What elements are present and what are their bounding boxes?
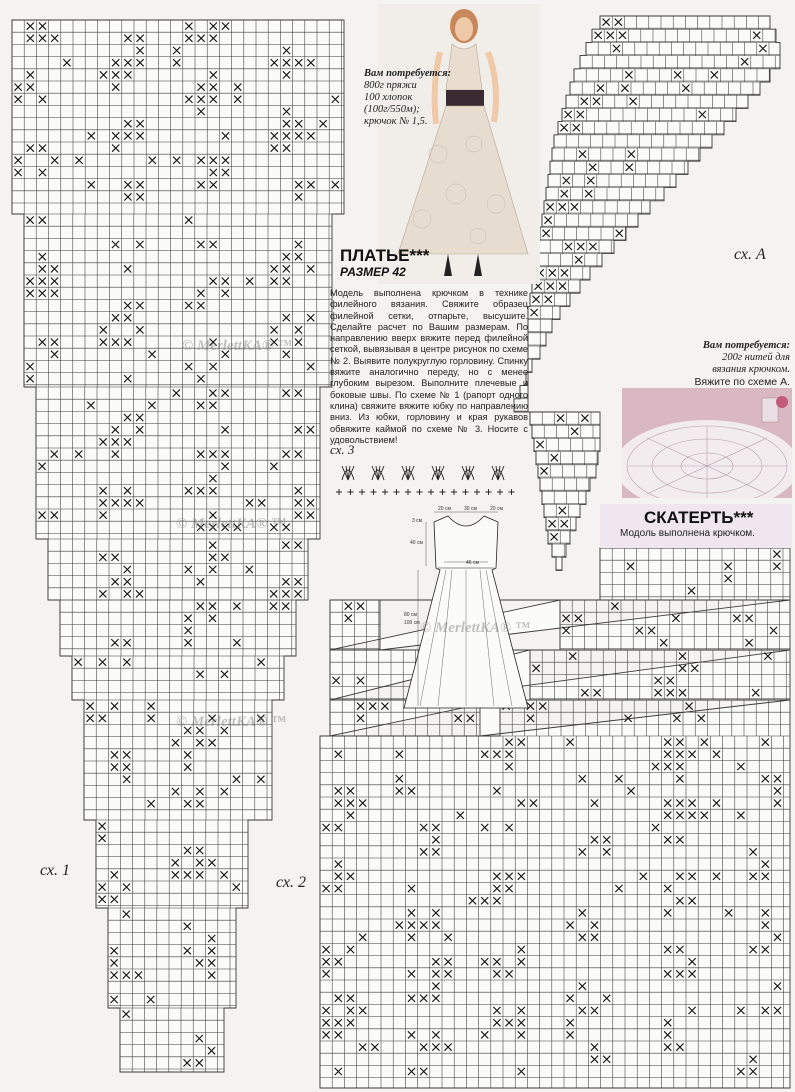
edging-shell <box>342 466 354 480</box>
dress-materials-title: Вам потребуется: <box>364 68 452 79</box>
scheme-2-label: сх. 2 <box>276 874 306 891</box>
dim-label: 3 см <box>412 518 423 524</box>
edging-stitch <box>336 489 342 495</box>
tablecloth-material-line: вязания крючком. <box>712 364 790 375</box>
dim-label: 80 см <box>404 612 417 618</box>
edging-shell <box>372 466 384 480</box>
dim-label: 100 см <box>404 620 420 626</box>
edging-stitch <box>348 489 354 495</box>
dress-size: РАЗМЕР 42 <box>340 265 406 279</box>
dress-material-line: 100 хлопок <box>364 92 413 103</box>
edging-scheme-3 <box>330 458 520 500</box>
dress-material-line: крючок № 1,5. <box>364 116 428 127</box>
dress-model-photo <box>378 4 540 284</box>
tablecloth-title: СКАТЕРТЬ*** <box>644 508 754 527</box>
edging-stitch <box>359 489 365 495</box>
dim-label: 40 см <box>410 540 423 546</box>
edging-stitch <box>428 489 434 495</box>
edging-stitch <box>417 489 423 495</box>
edging-stitch <box>486 489 492 495</box>
edging-stitch <box>405 489 411 495</box>
edging-shell <box>402 466 414 480</box>
tablecloth-photo <box>622 388 792 498</box>
edging-shell <box>432 466 444 480</box>
edging-stitch <box>509 489 515 495</box>
edging-shell <box>462 466 474 480</box>
edging-stitch <box>394 489 400 495</box>
dress-material-line: (100г/550м); <box>364 104 420 115</box>
scheme-a-label: сх. А <box>734 246 766 263</box>
dim-label: 20 см <box>490 506 503 512</box>
tablecloth-pattern-note: Вяжите по схеме А. <box>694 376 790 388</box>
watermark: © MerlettKA® ™ <box>420 620 530 636</box>
watermark: © MerlettKA® ™ <box>176 714 286 730</box>
watermark: © MerlettKA® ™ <box>176 516 286 532</box>
edging-shell <box>492 466 504 480</box>
edging-stitch <box>463 489 469 495</box>
scheme-3-label: сх. 3 <box>330 442 355 457</box>
dress-material-line: 800г пряжи <box>364 80 417 91</box>
edging-stitch <box>382 489 388 495</box>
dim-label: 20 см <box>438 506 451 512</box>
tablecloth-materials <box>660 340 790 388</box>
edging-stitch <box>440 489 446 495</box>
edging-stitch <box>451 489 457 495</box>
watermark: © MerlettKA® ™ <box>182 338 292 354</box>
edging-stitch <box>497 489 503 495</box>
scheme-1-label: сх. 1 <box>40 862 70 879</box>
edging-stitch <box>371 489 377 495</box>
dim-label: 30 см <box>464 506 477 512</box>
edging-stitch <box>474 489 480 495</box>
dress-materials <box>364 68 464 128</box>
tablecloth-materials-title: Вам потребуется: <box>702 340 790 351</box>
dim-label: 46 см <box>466 560 479 566</box>
tablecloth-subtitle: Модоль выполнена крючком. <box>620 528 755 539</box>
tablecloth-material-line: 200г нитей для <box>722 352 790 363</box>
dress-title: ПЛАТЬЕ*** <box>340 246 430 265</box>
dress-description: Модель выполнена крючком в технике филейного вязания. Свяжите образец филейной сетки, отпарьте, высушите. Сделайте расчет по Вашим размерам. По направлению вверх вяжите перед филейной сеткой, вывязывая в центре рисунок по схеме № 2. Выявите полукруглую горловину. Спинку вяжите аналогично переду, но с менее глубоким вырезом. Выполните плечевые и боковые швы. По схеме № 1 (рапорт одного клина) свяжите вяжите юбку по направлению вниз. Из юбки, горловину и края рукавов обвяжите каймой по схеме № 3. Носите с удовольствием! <box>330 288 528 445</box>
